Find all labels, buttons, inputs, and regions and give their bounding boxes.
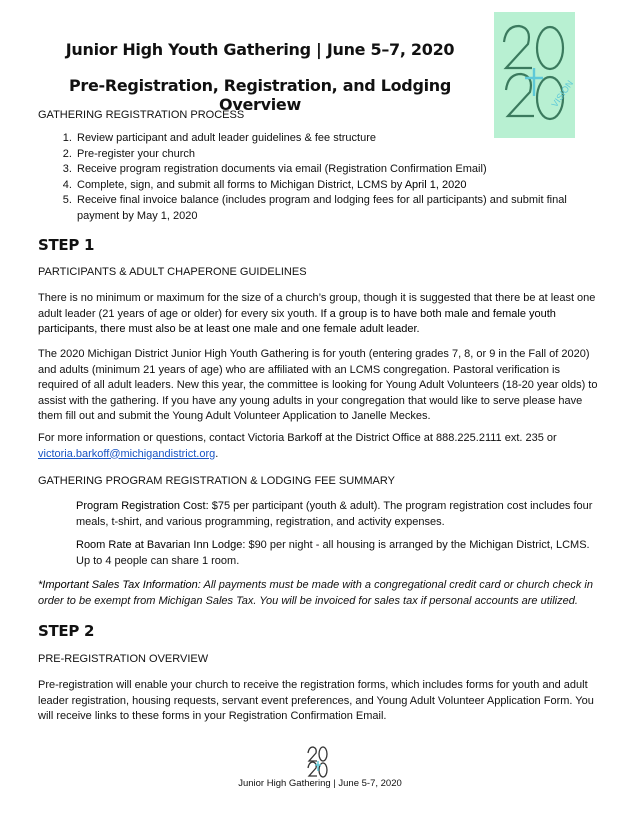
page-title: Junior High Youth Gathering | June 5–7, 2020: [65, 40, 455, 59]
pre-registration-paragraph: Pre-registration will enable your church to receive the registration forms, which includes forms for youth and adult leader registration, housing requests, servant event preferences, and Young Adult Volunteer Application Form. You will receive links to these forms in your Registration Confirmation Email.: [38, 679, 594, 722]
program-fee-paragraph: Program Registration Cost: $75 per participant (youth & adult). The program registration cost includes four meals, t-shirt, and various programming, registration, and activity expenses.: [76, 500, 593, 528]
contact-paragraph: For more information or questions, contact Victoria Barkoff at the District Office at 888.225.2111 ext. 235 or victoria.barkoff@michigandistrict.org.: [38, 432, 557, 460]
eligibility-paragraph: The 2020 Michigan District Junior High Youth Gathering is for youth (entering grades 7, 8, or 9 in the Fall of 2020) and adults (minimum 21 years of age) who are affiliated with an LCMS congregation. Pastoral verification is required of all adult leaders. New this year, the committee is looking for Young Adult Volunteers (18-20 year olds) to assist with the gathering. If you have any young adults in your congregation that would like to serve please have them fill out and submit the Young Adult Volunteer Application to Janelle Meckes.: [38, 348, 598, 422]
process-item-5: 5. Receive final invoice balance (includes program and lodging fees for all participants) and submit final payment by May 1, 2020: [75, 193, 595, 224]
sales-tax-paragraph: *Important Sales Tax Information: All payments must be made with a congregational credit card or church check in order to be exempt from Michigan Sales Tax. You will be invoiced for sales tax if personal accounts are utilized.: [38, 579, 593, 607]
pre-registration-heading: PRE-REGISTRATION OVERVIEW: [38, 653, 209, 665]
process-item-3: 3. Receive program registration documents via email (Registration Confirmation Email): [75, 162, 595, 178]
svg-text:VISION: VISION: [549, 78, 575, 110]
process-item-1: 1. Review participant and adult leader guidelines & fee structure: [75, 131, 595, 147]
process-list: [58, 131, 595, 224]
contact-email-link[interactable]: victoria.barkoff@michigandistrict.org: [38, 447, 216, 460]
room-rate-paragraph: Room Rate at Bavarian Inn Lodge: $90 per night - all housing is arranged by the Michigan District, LCMS. Up to 4 people can share 1 room.: [76, 539, 590, 567]
step2-heading: STEP 2: [38, 622, 95, 640]
guidelines-paragraph: There is no minimum or maximum for the size of a church’s group, though it is suggested that there be at least one adult leader (21 years of age or older) for every six youth. If a group is to have both male and female youth participants, there must also be at least one male and one female adult leader.: [38, 292, 596, 335]
fee-heading: GATHERING PROGRAM REGISTRATION & LODGING FEE SUMMARY: [38, 475, 395, 487]
deadline-date: April 1, 2020: [404, 178, 467, 191]
process-item-4: 4. Complete, sign, and submit all forms to Michigan District, LCMS by April 1, 2020: [75, 178, 595, 194]
gender-requirement: If a group is to have both male and female youth participants, there must also be at least one male and one female adult leader.: [38, 307, 556, 335]
page-subtitle: Pre-Registration, Registration, and Lodging Overview: [68, 76, 452, 114]
process-heading: GATHERING REGISTRATION PROCESS: [38, 109, 245, 121]
page-footer: Junior High Gathering | June 5-7, 2020: [238, 778, 402, 789]
program-fee-label: Program Registration Cost:: [76, 500, 209, 512]
process-item-2: 2. Pre-register your church: [75, 147, 595, 163]
step1-heading: STEP 1: [38, 236, 95, 254]
footer-logo: [305, 744, 331, 780]
sales-tax-label: *Important Sales Tax Information:: [38, 579, 201, 591]
room-rate-label: Room Rate at Bavarian Inn Lodge:: [76, 539, 246, 551]
guidelines-heading: PARTICIPANTS & ADULT CHAPERONE GUIDELINES: [38, 266, 307, 278]
